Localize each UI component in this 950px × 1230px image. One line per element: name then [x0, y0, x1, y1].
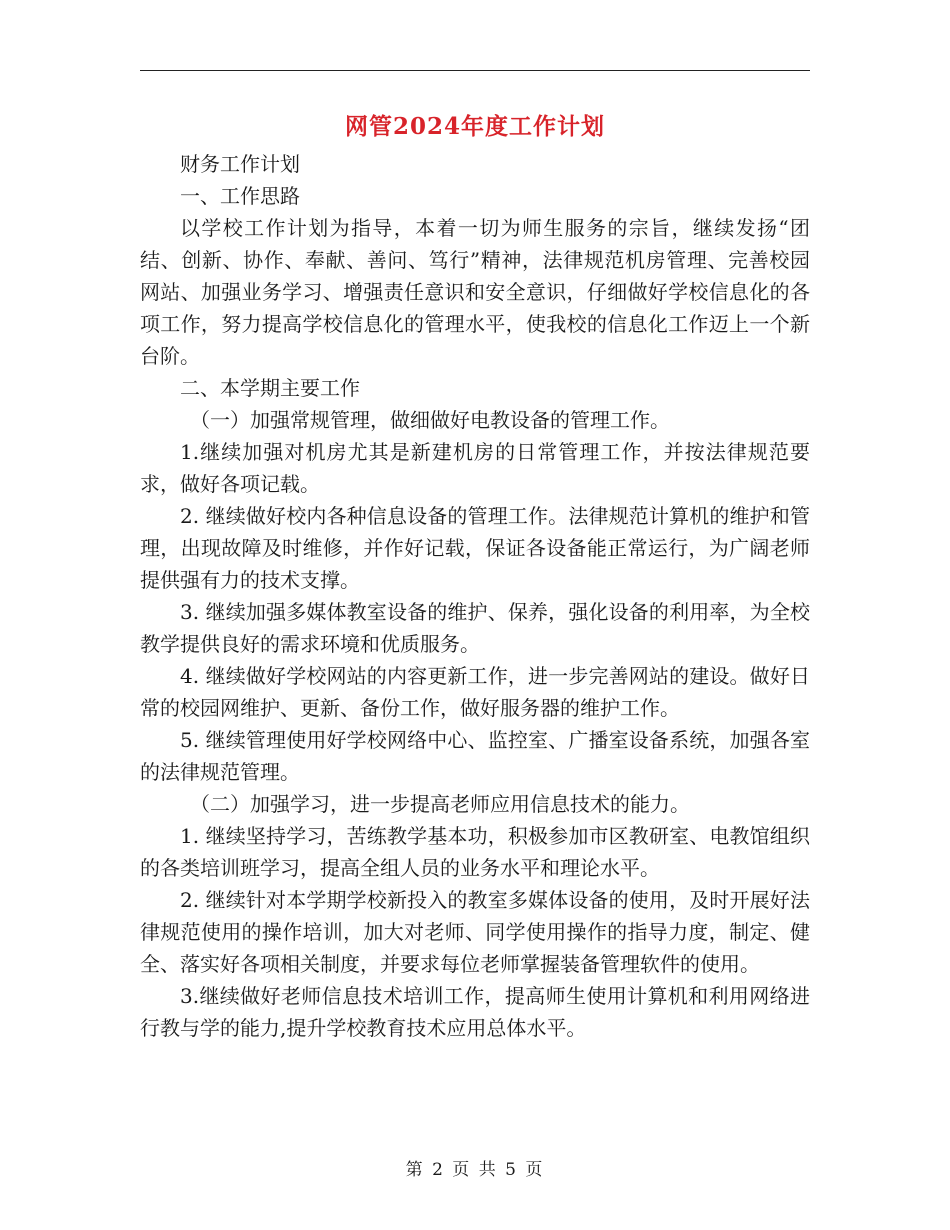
subsection-heading: （二）加强学习，进一步提高老师应用信息技术的能力。: [190, 792, 690, 816]
paragraph: 5. 继续管理使用好学校网络中心、监控室、广播室设备系统，加强各室的法律规范管理。: [140, 728, 810, 784]
paragraph: 以学校工作计划为指导，本着一切为师生服务的宗旨，继续发扬“团结、创新、协作、奉献、善问、笃行”精神，法律规范机房管理、完善校园网站、加强业务学习、增强责任意识和安全意识，仔细做好学校信息化的各项工作，努力提高学校信息化的管理水平，使我校的信息化工作迈上一个新台阶。: [140, 216, 810, 368]
subsection-heading: （一）加强常规管理，做细做好电教设备的管理工作。: [190, 408, 670, 432]
paragraph: 1. 继续坚持学习，苦练教学基本功，积极参加市区教研室、电教馆组织的各类培训班学习，提高全组人员的业务水平和理论水平。: [140, 824, 810, 880]
paragraph: 4. 继续做好学校网站的内容更新工作，进一步完善网站的建设。做好日常的校园网维护、更新、备份工作，做好服务器的维护工作。: [140, 664, 810, 720]
paragraph: 2. 继续做好校内各种信息设备的管理工作。法律规范计算机的维护和管理，出现故障及时维修，并作好记载，保证各设备能正常运行，为广阔老师提供强有力的技术支撑。: [140, 504, 810, 592]
document-body: [140, 148, 810, 1044]
page-number: 第 2 页 共 5 页: [405, 1160, 545, 1180]
header-rule: [140, 70, 810, 71]
section-heading: 一、工作思路: [180, 184, 300, 208]
paragraph: 3.继续做好老师信息技术培训工作，提高师生使用计算机和利用网络进行教与学的能力,提升学校教育技术应用总体水平。: [140, 984, 810, 1040]
document-title: 网管2024年度工作计划: [344, 113, 605, 140]
section-heading: 二、本学期主要工作: [180, 376, 360, 400]
paragraph: 3. 继续加强多媒体教室设备的维护、保养，强化设备的利用率，为全校教学提供良好的需求环境和优质服务。: [140, 600, 810, 656]
paragraph: 1.继续加强对机房尤其是新建机房的日常管理工作，并按法律规范要求，做好各项记载。: [140, 440, 810, 496]
paragraph: 2. 继续针对本学期学校新投入的教室多媒体设备的使用，及时开展好法律规范使用的操作培训，加大对老师、同学使用操作的指导力度，制定、健全、落实好各项相关制度，并要求每位老师掌握装备管理软件的使用。: [140, 888, 810, 976]
paragraph: 财务工作计划: [180, 152, 300, 176]
